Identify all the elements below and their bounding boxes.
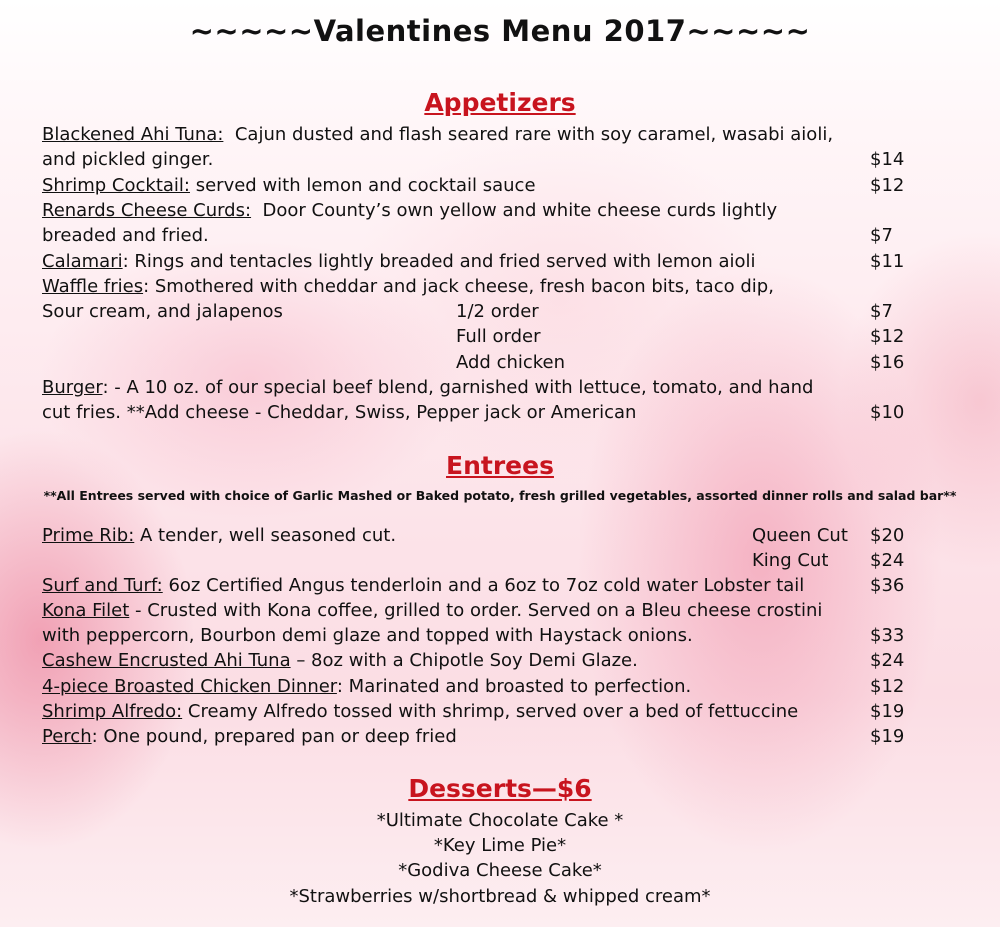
menu-item-broasted-chicken [42,674,942,699]
item-price: $12 [870,676,905,697]
menu-option-line [42,548,942,573]
item-name: Blackened Ahi Tuna: [42,124,224,145]
item-price: $14 [870,149,905,170]
entrees-note: **All Entrees served with choice of Garlic Mashed or Baked potato, fresh grilled vegetables, assorted dinner rolls and salad bar** [43,488,957,503]
dessert-item: *Ultimate Chocolate Cake * [376,810,624,831]
item-description: served with lemon and cocktail sauce [195,175,536,196]
item-name: Calamari [42,251,123,272]
item-price: $24 [870,650,905,671]
item-description: : Rings and tentacles lightly breaded and fried served with lemon aioli [122,251,756,272]
menu-item-line [42,147,942,172]
item-description-cont: and pickled ginger. [42,149,214,170]
item-name: Perch [42,726,92,747]
menu-item-waffle-fries [42,274,942,299]
item-description-cont: breaded and fried. [42,225,209,246]
menu-item-prime-rib [42,523,942,548]
menu-item-calamari [42,249,942,274]
menu-item-perch [42,724,942,749]
dessert-item: *Strawberries w/shortbread & whipped cream* [289,886,711,907]
item-description: : One pound, prepared pan or deep fried [91,726,457,747]
item-description: 6oz Certified Angus tenderloin and a 6oz to 7oz cold water Lobster tail [162,575,805,596]
menu-item-line [42,623,942,648]
item-description: Cajun dusted and flash seared rare with soy caramel, wasabi aioli, [234,124,834,145]
desserts-heading: Desserts—$6 [408,774,592,803]
item-price: $11 [870,251,905,272]
item-price: $12 [870,326,905,347]
item-price: $7 [870,301,893,322]
item-price: $7 [870,225,893,246]
menu-item-line [42,223,942,248]
item-price: $19 [870,726,905,747]
dessert-item: *Key Lime Pie* [433,835,567,856]
appetizers-heading: Appetizers [424,88,576,117]
item-price: $16 [870,352,905,373]
item-name: Waffle fries [42,276,144,297]
menu-item-line [42,400,942,425]
item-price: $10 [870,402,905,423]
entrees-heading: Entrees [446,451,554,480]
menu-item-blackened-ahi-tuna [42,122,942,147]
menu-item-burger [42,375,942,400]
item-description: Creamy Alfredo tossed with shrimp, served over a bed of fettuccine [182,701,799,722]
item-description-cont: cut fries. **Add cheese - Cheddar, Swiss, Pepper jack or American [42,402,637,423]
option-label: Add chicken [456,352,566,373]
item-name: Renards Cheese Curds: [42,200,252,221]
dessert-item: *Godiva Cheese Cake* [398,860,602,881]
cut-label: Queen Cut [752,525,848,546]
menu-item-line [42,299,942,324]
cut-label: King Cut [752,550,829,571]
item-name: Prime Rib: [42,525,135,546]
item-description: A tender, well seasoned cut. [140,525,397,546]
item-description: : Marinated and broasted to perfection. [336,676,692,697]
menu-item-renards-cheese-curds [42,198,942,223]
item-price: $24 [870,550,905,571]
item-price: $12 [870,175,905,196]
item-price: $19 [870,701,905,722]
menu-item-shrimp-cocktail [42,173,942,198]
item-description: : Smothered with cheddar and jack cheese, fresh bacon bits, taco dip, [143,276,774,297]
item-description: Door County’s own yellow and white cheese curds lightly [262,200,778,221]
option-label: 1/2 order [456,301,539,322]
item-description-cont: with peppercorn, Bourbon demi glaze and topped with Haystack onions. [42,625,693,646]
item-name: Burger [42,377,103,398]
menu-item-surf-and-turf [42,573,942,598]
item-name: Cashew Encrusted Ahi Tuna [42,650,291,671]
item-price: $20 [870,525,905,546]
menu-item-kona-filet [42,598,942,623]
menu-option-line [42,350,942,375]
item-price: $36 [870,575,905,596]
item-name: 4-piece Broasted Chicken Dinner [42,676,337,697]
item-name: Shrimp Cocktail: [42,175,190,196]
menu-item-cashew-ahi-tuna [42,648,942,673]
item-description-cont: Sour cream, and jalapenos [42,301,283,322]
item-name: Shrimp Alfredo: [42,701,183,722]
item-description: - Crusted with Kona coffee, grilled to order. Served on a Bleu cheese crostini [129,600,823,621]
menu-title: ~~~~~Valentines Menu 2017~~~~~ [189,14,811,48]
item-description: : - A 10 oz. of our special beef blend, garnished with lettuce, tomato, and hand [102,377,814,398]
option-label: Full order [456,326,541,347]
item-price: $33 [870,625,905,646]
item-name: Kona Filet [42,600,130,621]
menu-option-line [42,324,942,349]
menu-item-shrimp-alfredo [42,699,942,724]
item-name: Surf and Turf: [42,575,163,596]
item-description: – 8oz with a Chipotle Soy Demi Glaze. [290,650,638,671]
